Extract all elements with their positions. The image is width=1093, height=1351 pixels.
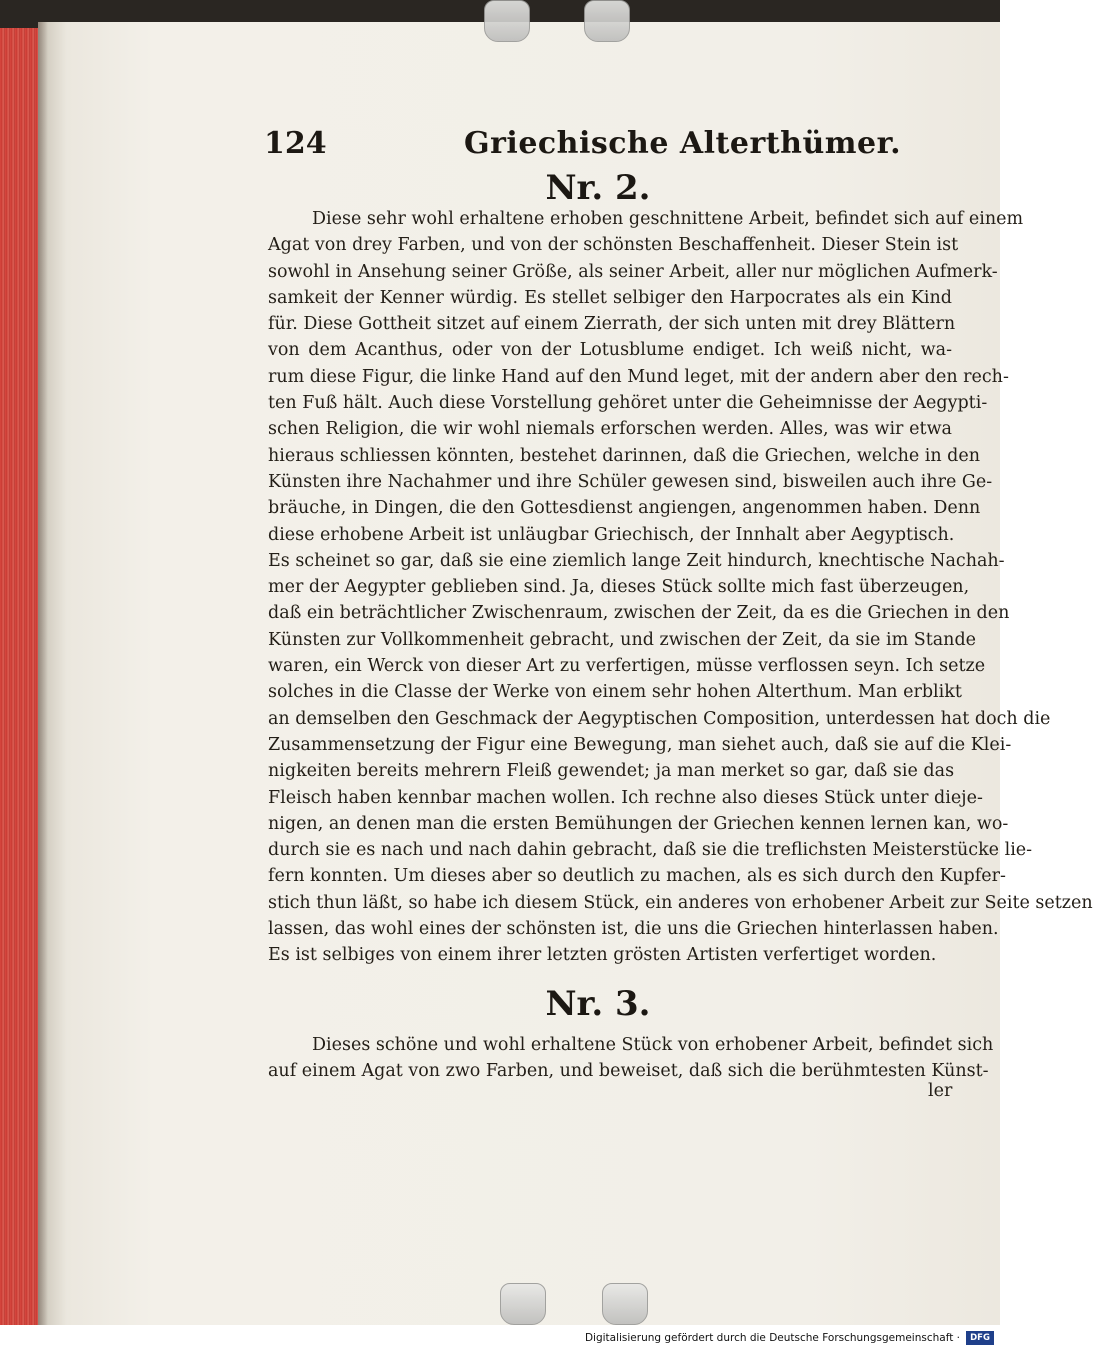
text-line: hieraus schliessen könnten, bestehet darinnen, daß die Griechen, welche in den bbox=[268, 445, 981, 466]
text-line: Agat von drey Farben, und von der schönsten Beschaffenheit. Dieser Stein ist bbox=[268, 235, 959, 256]
gutter-shadow bbox=[38, 22, 48, 1325]
text-line: lassen, das wohl eines der schönsten ist, die uns die Griechen hinterlassen haben. bbox=[268, 919, 999, 940]
text-line: mer der Aegypter geblieben sind. Ja, dieses Stück sollte mich fast überzeugen, bbox=[268, 577, 970, 598]
page-clip-bottom-right bbox=[602, 1283, 648, 1325]
text-line: Es scheinet so gar, daß sie eine ziemlich lange Zeit hindurch, knechtische Nachah- bbox=[268, 550, 1005, 571]
text-line: sowohl in Ansehung seiner Größe, als seiner Arbeit, aller nur möglichen Aufmerk- bbox=[268, 261, 998, 282]
text-line: daß ein beträchtlicher Zwischenraum, zwischen der Zeit, da es die Griechen in den bbox=[268, 603, 1010, 624]
page-clip-top-right bbox=[584, 0, 630, 42]
text-line: Künsten zur Vollkommenheit gebracht, und zwischen der Zeit, da sie im Stande bbox=[268, 629, 977, 650]
text-line: bräuche, in Dingen, die den Gottesdienst angiengen, angenommen haben. Denn bbox=[268, 498, 981, 519]
text-line: Fleisch haben kennbar machen wollen. Ich rechne also dieses Stück unter dieje- bbox=[268, 787, 983, 808]
dfg-logo: DFG bbox=[966, 1331, 994, 1345]
text-line: Künsten ihre Nachahmer und ihre Schüler gewesen sind, bisweilen auch ihre Ge- bbox=[268, 471, 993, 492]
section-heading-nr2: Nr. 2. bbox=[545, 168, 651, 208]
text-line: für. Diese Gottheit sitzet auf einem Zierrath, der sich unten mit drey Blättern bbox=[268, 314, 956, 335]
running-title: Griechische Alterthümer. bbox=[464, 126, 902, 161]
text-line: Zusammensetzung der Figur eine Bewegung, man siehet auch, daß sie auf die Klei- bbox=[268, 734, 1012, 755]
text-line: von dem Acanthus, oder von der Lotusblume endiget. Ich weiß nicht, wa- bbox=[268, 340, 952, 361]
running-header bbox=[264, 120, 954, 166]
text-line: an demselben den Geschmack der Aegyptischen Composition, unterdessen hat doch die bbox=[268, 708, 1051, 729]
page-clip-bottom-left bbox=[500, 1283, 546, 1325]
text-line: nigen, an denen man die ersten Bemühungen der Griechen kennen lernen kan, wo- bbox=[268, 813, 1009, 834]
text-line: Dieses schöne und wohl erhaltene Stück von erhobener Arbeit, befindet sich bbox=[312, 1035, 994, 1055]
text-line: stich thun läßt, so habe ich diesem Stück, ein anderes von erhobener Arbeit zur Seite setzen bbox=[268, 892, 1093, 913]
page-clip-top-left bbox=[484, 0, 530, 42]
text-line: auf einem Agat von zwo Farben, und beweiset, daß sich die berühmtesten Künst- bbox=[268, 1061, 989, 1082]
text-line: durch sie es nach und nach dahin gebracht, daß sie die treflichsten Meisterstücke lie- bbox=[268, 840, 1033, 861]
text-line: rum diese Figur, die linke Hand auf den Mund leget, mit der andern aber den rech- bbox=[268, 366, 1009, 387]
text-line: schen Religion, die wir wohl niemals erforschen werden. Alles, was wir etwa bbox=[268, 419, 952, 440]
text-line: ten Fuß hält. Auch diese Vorstellung gehöret unter die Geheimnisse der Aegypti- bbox=[268, 393, 988, 414]
section-heading-nr3: Nr. 3. bbox=[545, 984, 651, 1024]
catchword: ler bbox=[928, 1081, 953, 1101]
text-line: fern konnten. Um dieses aber so deutlich zu machen, als es sich durch den Kupfer- bbox=[268, 866, 1006, 887]
text-line: nigkeiten bereits mehrern Fleiß gewendet; ja man merket so gar, daß sie das bbox=[268, 761, 955, 782]
text-line: solches in die Classe der Werke von einem sehr hohen Alterthum. Man erblikt bbox=[268, 682, 962, 703]
section2-body bbox=[268, 206, 1093, 969]
text-line: diese erhobene Arbeit ist unläugbar Griechisch, der Innhalt aber Aegyptisch. bbox=[268, 524, 955, 545]
digitization-footer bbox=[0, 1325, 1000, 1351]
text-line: waren, ein Werck von dieser Art zu verfertigen, müsse verflossen seyn. Ich setze bbox=[268, 656, 986, 677]
text-line: Es ist selbiges von einem ihrer letzten grösten Artisten verfertiget worden. bbox=[268, 945, 937, 966]
text-line: samkeit der Kenner würdig. Es stellet selbiger den Harpocrates als ein Kind bbox=[268, 287, 952, 308]
text-line: Diese sehr wohl erhaltene erhoben geschnittene Arbeit, befindet sich auf einem bbox=[312, 209, 1024, 229]
funding-credit: Digitalisierung gefördert durch die Deutsche Forschungsgemeinschaft · bbox=[584, 1332, 960, 1344]
page-number: 124 bbox=[264, 126, 327, 161]
section3-body bbox=[268, 1032, 994, 1085]
